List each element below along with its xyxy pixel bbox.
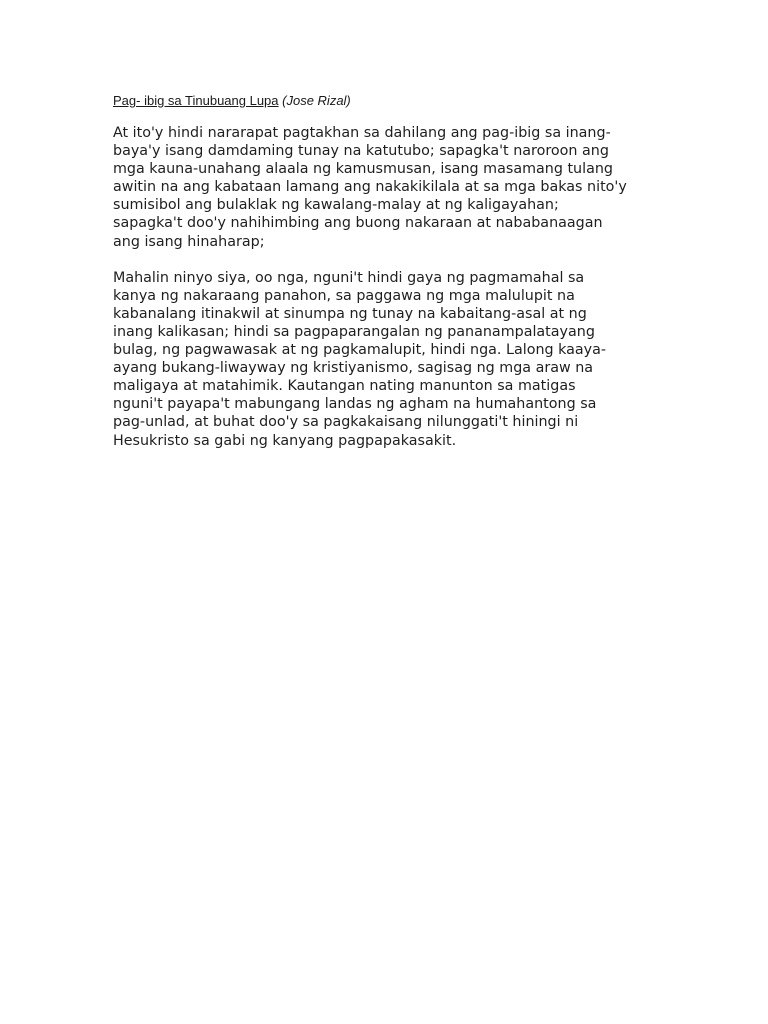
paragraph-line: bulag, ng pagwawasak at ng pagkamalupit, hindi nga. Lalong kaaya- [113,342,607,359]
paragraph-line: mga kauna-unahang alaala ng kamusmusan, isang masamang tulang [113,161,613,178]
paragraph-line: kabanalang itinakwil at sinumpa ng tunay na kabaitang-asal at ng [113,305,587,322]
title-line [113,93,658,109]
paragraph-line: Hesukristo sa gabi ng kanyang pagpapakasakit. [113,432,457,449]
paragraph-line: ang isang hinaharap; [113,233,265,250]
paragraph-2 [113,269,658,450]
paragraph-line: At ito'y hindi nararapat pagtakhan sa dahilang ang pag-ibig sa inang- [113,125,611,141]
document-author: (Jose Rizal) [282,93,351,108]
paragraph-line: maligaya at matahimik. Kautangan nating manunton sa matigas [113,378,576,395]
paragraph-line: sapagka't doo'y nahihimbing ang buong nakaraan at nababanaagan [113,215,603,232]
paragraph-line: awitin na ang kabataan lamang ang nakakikilala at sa mga bakas nito'y [113,179,627,196]
paragraph-line: inang kalikasan; hindi sa pagpaparangalan ng pananampalatayang [113,323,595,340]
paragraph-line: Mahalin ninyo siya, oo nga, nguni't hindi gaya ng pagmamahal sa [113,269,585,286]
paragraph-line: ayang bukang-liwayway ng kristiyanismo, sagisag ng mga araw na [113,360,594,377]
paragraph-line: baya'y isang damdaming tunay na katutubo; sapagka't naroroon ang [113,143,609,160]
paragraph-line: kanya ng nakaraang panahon, sa paggawa ng mga malulupit na [113,287,575,304]
paragraph-1 [113,124,658,251]
paragraph-line: pag-unlad, at buhat doo'y sa pagkakaisang nilunggati't hiningi ni [113,414,579,431]
document-title: Pag- ibig sa Tinubuang Lupa [113,93,279,108]
paragraph-line: sumisibol ang bulaklak ng kawalang-malay at ng kaligayahan; [113,197,559,214]
document-body [113,93,658,450]
paragraph-line: nguni't payapa't mabungang landas ng agham na humahantong sa [113,396,597,413]
